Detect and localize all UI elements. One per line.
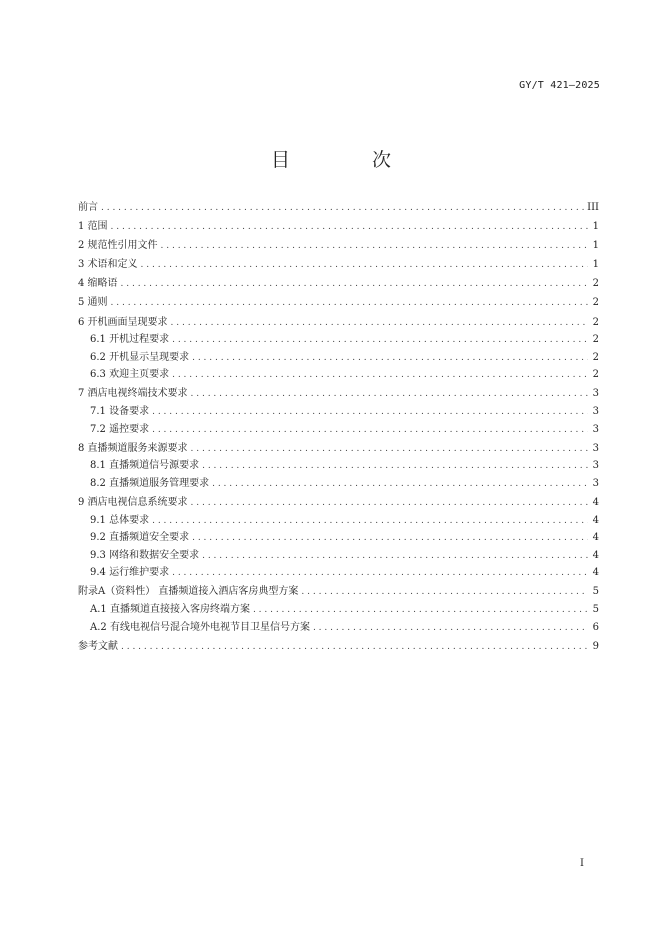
toc-entry-label: 3 术语和定义 xyxy=(78,259,138,271)
toc-entry-label: 4 缩略语 xyxy=(78,278,118,290)
dot-leader xyxy=(111,298,588,308)
dot-leader xyxy=(101,203,584,213)
table-of-contents xyxy=(78,198,599,654)
toc-entry[interactable] xyxy=(78,600,599,618)
dot-leader xyxy=(202,461,588,471)
dot-leader xyxy=(171,318,588,328)
toc-entry[interactable] xyxy=(78,511,599,529)
toc-entry[interactable] xyxy=(78,546,599,564)
toc-entry-page: 3 xyxy=(592,477,599,489)
dot-leader xyxy=(191,444,588,454)
toc-entry-page: 4 xyxy=(592,567,599,579)
dot-leader xyxy=(161,241,588,251)
dot-leader xyxy=(121,642,588,652)
toc-entry-label: 1 范围 xyxy=(78,221,108,233)
toc-entry-label: 9.3 网络和数据安全要求 xyxy=(90,549,200,561)
toc-entry-page: 3 xyxy=(592,442,599,454)
toc-entry[interactable] xyxy=(78,582,599,600)
toc-entry[interactable] xyxy=(78,384,599,402)
toc-entry[interactable] xyxy=(78,402,599,420)
dot-leader xyxy=(172,335,588,345)
toc-entry-page: 5 xyxy=(592,586,599,598)
toc-entry-page: 2 xyxy=(592,351,599,363)
toc-entry-label: 8 直播频道服务来源要求 xyxy=(78,442,188,454)
toc-entry-page: 3 xyxy=(592,423,599,435)
toc-entry-page: 2 xyxy=(592,297,599,309)
toc-title: 目 次 xyxy=(270,149,430,171)
toc-entry-label: 6.3 欢迎主页要求 xyxy=(90,369,170,381)
dot-leader xyxy=(121,279,588,289)
toc-entry-label: 6.1 开机过程要求 xyxy=(90,334,170,346)
toc-entry-label: 7.2 遥控要求 xyxy=(90,423,150,435)
toc-entry-label: 8.2 直播频道服务管理要求 xyxy=(90,477,210,489)
toc-entry-label: 9.1 总体要求 xyxy=(90,514,150,526)
toc-entry[interactable] xyxy=(78,330,599,348)
toc-entry-page: 2 xyxy=(592,278,599,290)
dot-leader xyxy=(152,425,588,435)
toc-entry-label: A.1 直播频道直接接入客房终端方案 xyxy=(90,604,250,616)
dot-leader xyxy=(253,605,588,615)
dot-leader xyxy=(202,551,588,561)
toc-entry-page: 9 xyxy=(592,640,599,652)
toc-entry-label: 9.4 运行维护要求 xyxy=(90,567,170,579)
toc-entry-page: 3 xyxy=(592,460,599,472)
dot-leader xyxy=(313,623,588,633)
standard-code: GY/T 421—2025 xyxy=(519,80,600,91)
toc-entry-page: 1 xyxy=(592,259,599,271)
toc-entry[interactable] xyxy=(78,439,599,457)
toc-entry-page: 1 xyxy=(592,240,599,252)
toc-entry-page: 5 xyxy=(592,604,599,616)
toc-entry[interactable] xyxy=(78,217,599,235)
toc-entry-label: 8.1 直播频道信号源要求 xyxy=(90,460,200,472)
toc-entry-page: 3 xyxy=(592,388,599,400)
dot-leader xyxy=(212,479,588,489)
dot-leader xyxy=(301,587,588,597)
toc-entry-page: 6 xyxy=(592,621,599,633)
toc-entry[interactable] xyxy=(78,198,599,216)
toc-entry[interactable] xyxy=(78,313,599,331)
toc-entry-page: 4 xyxy=(592,532,599,544)
dot-leader xyxy=(192,533,588,543)
dot-leader xyxy=(172,370,588,380)
dot-leader xyxy=(152,516,588,526)
toc-entry[interactable] xyxy=(78,456,599,474)
toc-entry-page: 4 xyxy=(592,514,599,526)
toc-entry-page: 3 xyxy=(592,406,599,418)
toc-entry-page: 4 xyxy=(592,497,599,508)
toc-entry-label: 参考文献 xyxy=(78,640,118,652)
toc-entry-page: 4 xyxy=(592,549,599,561)
dot-leader xyxy=(172,568,588,578)
dot-leader xyxy=(152,407,588,417)
page-number: I xyxy=(580,858,584,869)
toc-entry-label: 2 规范性引用文件 xyxy=(78,240,158,252)
dot-leader xyxy=(141,260,588,270)
toc-entry-label: A.2 有线电视信号混合境外电视节目卫星信号方案 xyxy=(90,621,310,633)
toc-entry-page: 2 xyxy=(592,334,599,346)
toc-entry[interactable] xyxy=(78,274,599,292)
dot-leader xyxy=(111,222,588,232)
toc-entry[interactable] xyxy=(78,618,599,636)
dot-leader xyxy=(192,353,588,363)
toc-entry-label: 6 开机画面呈现要求 xyxy=(78,316,168,328)
toc-entry[interactable] xyxy=(78,348,599,366)
toc-entry[interactable] xyxy=(78,563,599,581)
toc-entry-label: 9 酒店电视信息系统要求 xyxy=(78,497,188,508)
toc-entry-label: 7.1 设备要求 xyxy=(90,406,150,418)
toc-entry[interactable] xyxy=(78,474,599,492)
dot-leader xyxy=(191,389,588,399)
toc-entry-page: III xyxy=(587,202,599,213)
toc-entry-label: 7 酒店电视终端技术要求 xyxy=(78,388,188,400)
toc-entry[interactable] xyxy=(78,255,599,273)
toc-entry-label: 附录A（资料性） 直播频道接入酒店客房典型方案 xyxy=(78,586,299,598)
toc-entry-label: 9.2 直播频道安全要求 xyxy=(90,532,190,544)
toc-entry-label: 前言 xyxy=(78,202,98,213)
toc-entry[interactable] xyxy=(78,365,599,383)
dot-leader xyxy=(191,498,588,508)
toc-entry[interactable] xyxy=(78,420,599,438)
toc-entry-page: 1 xyxy=(592,221,599,233)
toc-entry[interactable] xyxy=(78,236,599,254)
toc-entry[interactable] xyxy=(78,637,599,655)
toc-entry[interactable] xyxy=(78,493,599,511)
toc-entry-label: 6.2 开机显示呈现要求 xyxy=(90,351,190,363)
toc-entry-label: 5 通则 xyxy=(78,297,108,309)
toc-entry-page: 2 xyxy=(592,316,599,328)
toc-entry[interactable] xyxy=(78,293,599,311)
toc-entry-page: 2 xyxy=(592,369,599,381)
toc-entry[interactable] xyxy=(78,528,599,546)
